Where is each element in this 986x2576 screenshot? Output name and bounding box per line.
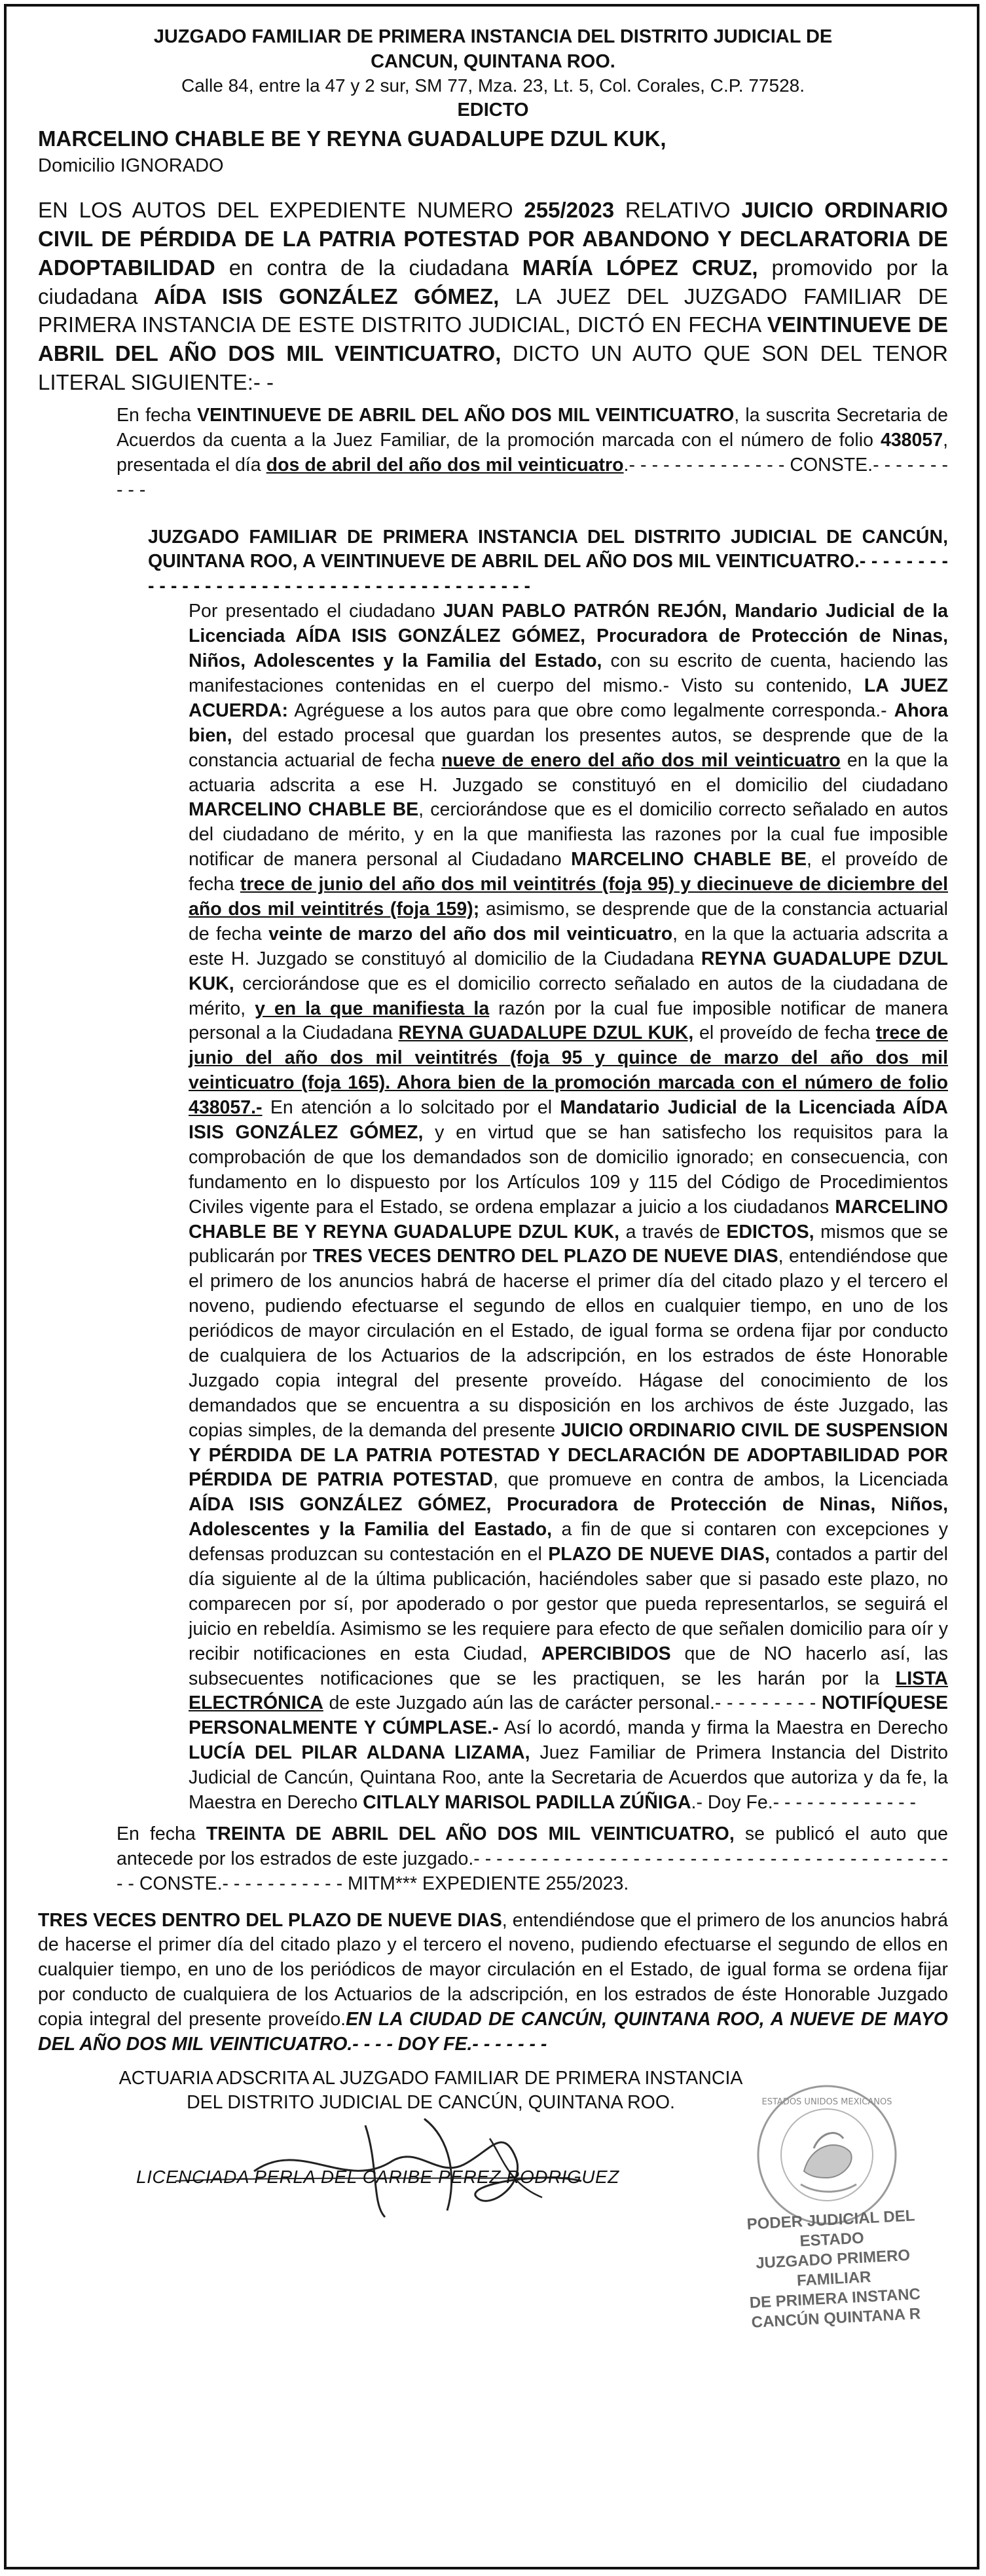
court-title (38, 25, 948, 74)
edicto-heading: EDICTO (457, 99, 529, 121)
publication-note: En fecha TREINTA DE ABRIL DEL AÑO DOS MIL VEINTICUATRO, se publicó el auto que antecede por los estrados de este juzgado.- - - - - - - - - - - - - - - - - - - - - - - - - - - - - - - - - - - - - - - - - - - - CONSTE.- - - - - - - - - - - MITM*** EXPEDIENTE 255/2023. (117, 1823, 948, 1894)
stamp-line5: CANCÚN QUINTANA R (751, 2305, 921, 2332)
intro-paragraph: EN LOS AUTOS DEL EXPEDIENTE NUMERO 255/2023 RELATIVO JUICIO ORDINARIO CIVIL DE PÉRDIDA DE LA PATRIA POTESTAD POR ABANDONO Y DECLARATORIA DE ADOPTABILIDAD en contra de la ciudadana MARÍA LÓPEZ CRUZ, promovido por la ciudadana AÍDA ISIS GONZÁLEZ GÓMEZ, LA JUEZ DEL JUZGADO FAMILIAR DE PRIMERA INSTANCIA DE ESTE DISTRITO JUDICIAL, DICTÓ EN FECHA VEINTINUEVE DE ABRIL DEL AÑO DOS MIL VEINTICUATRO, DICTO UN AUTO QUE SON DEL TENOR LITERAL SIGUIENTE:- - (38, 197, 948, 395)
actuary-name: LICENCIADA PERLA DEL CARIBE PEREZ RODRIGUEZ (136, 2166, 619, 2187)
addressee-domicile: Domicilio IGNORADO (38, 155, 224, 177)
actuary-title-line1: ACTUARIA ADSCRITA AL JUZGADO FAMILIAR DE PRIMERA INSTANCIA (119, 2067, 743, 2089)
handwritten-signature (149, 2099, 647, 2224)
court-stamp (716, 2205, 951, 2334)
court-decision-body: Por presentado el ciudadano JUAN PABLO PATRÓN REJÓN, Mandario Judicial de la Licenciada AÍDA ISIS GONZÁLEZ GÓMEZ, Procuradora de Protección de Ninas, Niños, Adolescentes y la Familia del Estado, con su escrito de cuenta, haciendo las manifestaciones contenidas en el cuerpo del mismo.- Visto su contenido, LA JUEZ ACUERDA: Agréguese a los autos para que obre como legalmente corresponda.- Ahora bien, del estado procesal que guardan los presentes autos, se desprende que de la constancia actuarial de fecha nueve de enero del año dos mil veinticuatro en la que la actuaria adscrita a ese H. Juzgado se constituyó en el domicilio del ciudadano MARCELINO CHABLE BE, cerciorándose que es el domicilio correcto señalado en autos del ciudadano de mérito, y en la que manifiesta las razones por la cual fue imposible notificar de manera personal al Ciudadano MARCELINO CHABLE BE, el proveído de fecha trece de junio del año dos mil veintitrés (foja 95) y diecinueve de diciembre del año dos mil veintitrés (foja 159); asimismo, se desprende que de la constancia actuarial de fecha veinte de marzo del año dos mil veinticuatro, en la que la actuaria adscrita a este H. Juzgado se constituyó al domicilio de la Ciudadana REYNA GUADALUPE DZUL KUK, cerciorándose que es el domicilio correcto señalado en autos de la ciudadana de mérito, y en la que manifiesta la razón por la cual fue imposible notificar de manera personal a la Ciudadana REYNA GUADALUPE DZUL KUK, el proveído de fecha trece de junio del año dos mil veintitrés (foja 95 y quince de marzo del año dos mil veinticuatro (foja 165). Ahora bien de la promoción marcada con el número de folio 438057.- En atención a lo solcitado por el Mandatario Judicial de la Licenciada AÍDA ISIS GONZÁLEZ GÓMEZ, y en virtud que se han satisfecho los requisitos para la comprobación de que los demandados son de domicilio ignorado; en consecuencia, con fundamento en lo dispuesto por los Artículos 109 y 115 del Código de Procedimientos Civiles vigente para el Estado, se ordena emplazar a juicio a los ciudadanos MARCELINO CHABLE BE Y REYNA GUADALUPE DZUL KUK, a través de EDICTOS, mismos que se publicarán por TRES VECES DENTRO DEL PLAZO DE NUEVE DIAS, entendiéndose que el primero de los anuncios habrá de hacerse el primer día del citado plazo y el tercero el noveno, pudiendo efectuarse el segundo de ellos en cualquier tiempo, en uno de los periódicos de mayor circulación en el Estado, de igual forma se ordena fijar por conducto de cualquiera de los Actuarios de la adscripción, en los estrados de éste Honorable Juzgado copia integral del presente proveído. Hágase del conocimiento de los demandados que se encuentra a su disposición en los archivos de éste Juzgado, las copias simples, de la demanda del presente JUICIO ORDINARIO CIVIL DE SUSPENSION Y PÉRDIDA DE LA PATRIA POTESTAD Y DECLARACIÓN DE ADOPTABILIDAD POR PÉRDIDA DE PATRIA POTESTAD, que promueve en contra de ambos, la Licenciada AÍDA ISIS GONZÁLEZ GÓMEZ, Procuradora de Protección de Ninas, Niños, Adolescentes y la Familia del Eastado, a fin de que si contaren con excepciones y defensas produzcan su contestación en el PLAZO DE NUEVE DIAS, contados a partir del día siguiente al de la última publicación, haciéndoles saber que si pasado este plazo, no comparecen por sí, por apoderado o por gestor que pueda representarlos, se seguirá el juicio en rebeldía. Asimismo se les requiere para efecto de que señalen domicilio para oír y recibir notificaciones en esta Ciudad, APERCIBIDOS que de NO hacerlo así, las subsecuentes notificaciones que se les practiquen, se les harán por la LISTA ELECTRÓNICA de este Juzgado aún las de carácter personal.- - - - - - - - - NOTIFÍQUESE PERSONALMENTE Y CÚMPLASE.- Así lo acordó, manda y firma la Maestra en Derecho LUCÍA DEL PILAR ALDANA LIZAMA, Juez Familiar de Primera Instancia del Distrito Judicial de Cancún, Quintana Roo, ante la Secretaria de Acuerdos que autoriza y da fe, la Maestra en Derecho CITLALY MARISOL PADILLA ZÚÑIGA.- Doy Fe.- - - - - - - - - - - - - (189, 601, 949, 1814)
stamp-line1: PODER JUDICIAL DEL ESTADO (746, 2207, 916, 2250)
court-decision-heading: JUZGADO FAMILIAR DE PRIMERA INSTANCIA DEL DISTRITO JUDICIAL DE CANCÚN, QUINTANA ROO, A VEINTINUEVE DE ABRIL DEL AÑO DOS MIL VEINTICUATRO.- - - - - - - - - - - - - - - - - - - - - - - - - - - - - - - - - - - - - - - - - - (148, 526, 948, 597)
stamp-line4: DE PRIMERA INSTANC (749, 2285, 921, 2312)
court-title-line2: CANCUN, QUINTANA ROO. (371, 50, 615, 72)
seal-text: ESTADOS UNIDOS MEXICANOS (761, 2097, 892, 2107)
stamp-line2: JUZGADO PRIMERO (755, 2246, 911, 2273)
secretary-note: En fecha VEINTINUEVE DE ABRIL DEL AÑO DOS MIL VEINTICUATRO, la suscrita Secretaria de Acuerdos da cuenta a la Juez Familiar, de la promoción marcada con el número de folio 438057, presentada el día dos de abril del año dos mil veinticuatro.- - - - - - - - - - - - - - CONSTE.- - - - - - - - - - (117, 405, 948, 500)
court-address: Calle 84, entre la 47 y 2 sur, SM 77, Mza. 23, Lt. 5, Col. Corales, C.P. 77528. (181, 75, 805, 96)
court-decision (148, 525, 948, 1816)
edict-document (38, 25, 949, 2332)
addressee-names: MARCELINO CHABLE BE Y REYNA GUADALUPE DZUL KUK, (38, 126, 666, 151)
signature-area (38, 2066, 948, 2332)
actuary-title-line2: DEL DISTRITO JUDICIAL DE CANCÚN, QUINTANA ROO. (187, 2091, 675, 2113)
court-title-line1: JUZGADO FAMILIAR DE PRIMERA INSTANCIA DEL DISTRITO JUDICIAL DE (153, 26, 833, 47)
stamp-line3: FAMILIAR (796, 2268, 872, 2290)
closing-paragraph: TRES VECES DENTRO DEL PLAZO DE NUEVE DIAS, entendiéndose que el primero de los anuncios habrá de hacerse el primer día del citado plazo y el tercero el noveno, pudiendo efectuarse el segundo de ellos en cualquier tiempo, en uno de los periódicos de mayor circulación en el Estado, de igual forma se ordena fijar por conducto de cualquiera de los Actuarios de la adscripción, en los estrados de éste Honorable Juzgado copia integral del presente proveído.EN LA CIUDAD DE CANCÚN, QUINTANA ROO, A NUEVE DE MAYO DEL AÑO DOS MIL VEINTICUATRO.- - - - DOY FE.- - - - - - - (38, 1909, 948, 2055)
